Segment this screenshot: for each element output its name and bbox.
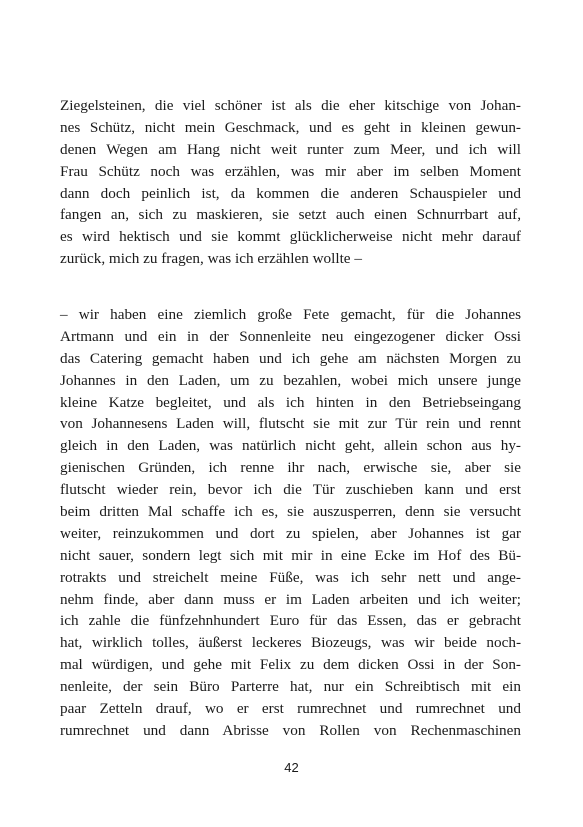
page-number: 42 xyxy=(284,760,299,775)
text-line: nenleite, der sein Büro Parterre hat, nur ein Schreibtisch mit ein xyxy=(60,678,521,696)
text-line: dann doch peinlich ist, da kommen die anderen Schauspieler und xyxy=(60,184,521,202)
text-line: zurück, mich zu fragen, was ich erzählen wollte – xyxy=(60,250,362,268)
text-line: nehm finde, aber dann muss er im Laden arbeiten und ich weiter; xyxy=(60,590,521,608)
text-line: mal würdigen, und gehe mit Felix zu dem dicken Ossi in der Son- xyxy=(60,656,521,674)
paragraph-2 xyxy=(60,304,521,742)
text-line: von Johannesens Laden will, flutscht sie mit zur Tür rein und rennt xyxy=(60,415,521,433)
text-line: Artmann und ein in der Sonnenleite neu eingezogener dicker Ossi xyxy=(60,327,521,345)
text-line: Johannes in den Laden, um zu bezahlen, wobei mich unsere junge xyxy=(60,371,521,389)
text-line: gleich in den Laden, was natürlich nicht geht, allein schon aus hy- xyxy=(60,437,521,455)
text-line: es wird hektisch und sie kommt glücklicherweise nicht mehr darauf xyxy=(60,228,521,246)
text-line: ich zahle die fünfzehnhundert Euro für das Essen, das er gebracht xyxy=(60,612,521,630)
text-line: das Catering gemacht haben und ich gehe am nächsten Morgen zu xyxy=(60,349,521,367)
text-line: fangen an, sich zu maskieren, sie setzt auch einen Schnurrbart auf, xyxy=(60,206,521,224)
text-line: rotrakts und streichelt meine Füße, was ich sehr nett und ange- xyxy=(60,568,521,586)
text-line: beim dritten Mal schaffe ich es, sie auszusperren, denn sie versucht xyxy=(60,503,521,521)
text-line: denen Wegen am Hang nicht weit runter zum Meer, und ich will xyxy=(60,140,521,158)
text-line: rumrechnet und dann Abrisse von Rollen von Rechenmaschinen xyxy=(60,721,521,739)
text-line: nicht sauer, sondern legt sich mit mir in eine Ecke im Hof des Bü- xyxy=(60,546,521,564)
text-line: Frau Schütz noch was erzählen, was mir aber im selben Moment xyxy=(60,162,521,180)
text-line: hat, wirklich tolles, äußerst leckeres Biozeugs, was wir beide noch- xyxy=(60,634,521,652)
text-line: paar Zetteln drauf, wo er erst rumrechnet und rumrechnet und xyxy=(60,700,521,718)
text-line: kleine Katze begleitet, und als ich hinten in den Betriebseingang xyxy=(60,393,521,411)
text-line: nes Schütz, nicht mein Geschmack, und es geht in kleinen gewun- xyxy=(60,118,521,136)
paragraph-1 xyxy=(60,95,521,270)
text-line: weiter, reinzukommen und dort zu spielen, aber Johannes ist gar xyxy=(60,524,521,542)
text-line: – wir haben eine ziemlich große Fete gemacht, für die Johannes xyxy=(60,306,521,323)
text-line: Ziegelsteinen, die viel schöner ist als die eher kitschige von Johan- xyxy=(60,97,521,114)
text-line: flutscht wieder rein, bevor ich die Tür zuschieben kann und erst xyxy=(60,481,521,499)
text-line: gienischen Gründen, ich renne ihr nach, erwische sie, aber sie xyxy=(60,459,521,477)
